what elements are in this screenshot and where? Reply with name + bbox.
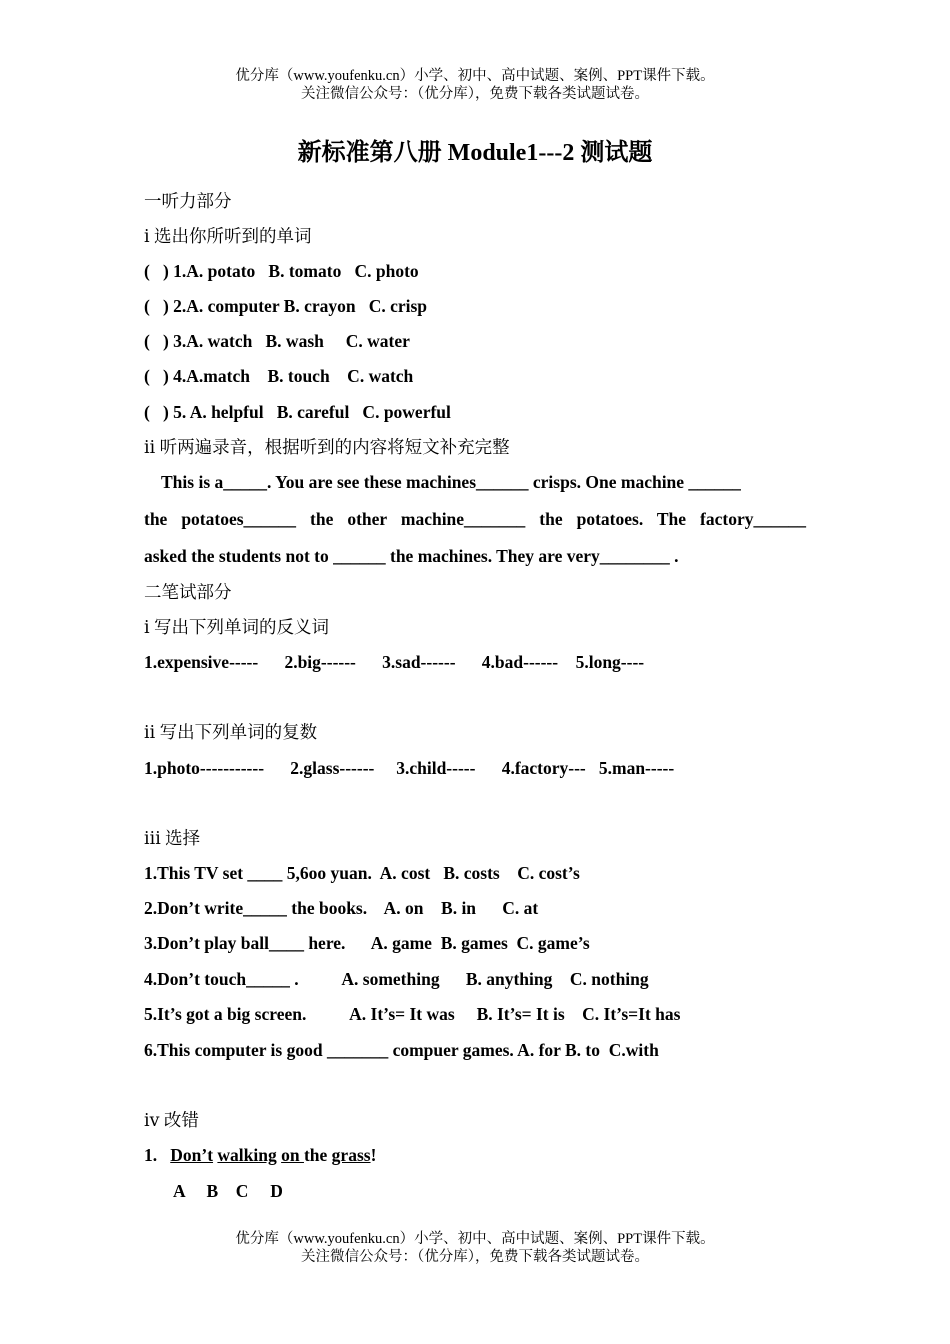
part2-heading: 二笔试部分 xyxy=(144,582,232,602)
footer-line-2: 关注微信公众号：（优分库），免费下载各类试题试卷。 xyxy=(301,1249,649,1265)
page-footer xyxy=(0,1230,950,1266)
listening-item: ( ) 4.A.match B. touch C. watch xyxy=(144,366,414,386)
choice-item: 3.Don’t play ball____ here. A. game B. games C. game’s xyxy=(144,933,590,953)
option-a-word: Don’t xyxy=(170,1145,214,1165)
listening-item: ( ) 2.A. computer B. crayon C. crisp xyxy=(144,296,428,316)
part1-heading: 一听力部分 xyxy=(144,191,232,211)
part2-sec4-heading: ⅳ 改错 xyxy=(144,1110,199,1130)
part1-sec1-heading: ⅰ 选出你所听到的单词 xyxy=(144,226,312,246)
option-letters: A B C D xyxy=(173,1181,283,1201)
page-title: 新标准第八册 Module1---2 测试题 xyxy=(297,140,653,166)
choice-item: 6.This computer is good _______ compuer games. A. for B. to C.with xyxy=(144,1040,659,1060)
passage-line: This is a_____. You are see these machines______ crisps. One machine ______ xyxy=(161,472,741,492)
sentence-end: ! xyxy=(370,1145,377,1165)
choice-item: 1.This TV set ____ 5,6oo yuan. A. cost B. costs C. cost’s xyxy=(144,863,580,883)
option-c-word: on xyxy=(281,1145,304,1165)
part2-sec1-heading: ⅰ 写出下列单词的反义词 xyxy=(144,617,329,637)
choice-item: 2.Don’t write_____ the books. A. on B. in C. at xyxy=(144,898,539,918)
option-b-word: walking xyxy=(217,1145,277,1165)
listening-item: ( ) 5. A. helpful B. careful C. powerful xyxy=(144,402,451,422)
choice-item: 4.Don’t touch_____ . A. something B. anything C. nothing xyxy=(144,969,649,989)
plain-word: the xyxy=(303,1145,332,1165)
passage-line: the potatoes______ the other machine_______ the potatoes. The factory______ xyxy=(144,509,806,529)
header-line-1: 优分库（www.youfenku.cn）小学、初中、高中试题、案例、PPT课件下载。 xyxy=(235,68,715,84)
question-number: 1. xyxy=(144,1145,158,1165)
part2-sec2-heading: ⅱ 写出下列单词的复数 xyxy=(144,722,318,742)
listening-item: ( ) 3.A. watch B. wash C. water xyxy=(144,331,410,351)
passage-line: asked the students not to ______ the machines. They are very________ . xyxy=(144,546,679,566)
correction-item xyxy=(144,1144,376,1166)
option-d-word: grass xyxy=(331,1145,371,1165)
listening-item: ( ) 1.A. potato B. tomato C. photo xyxy=(144,261,419,281)
part1-sec2-heading: ⅱ 听两遍录音，根据听到的内容将短文补充完整 xyxy=(144,437,510,457)
header-line-2: 关注微信公众号：（优分库），免费下载各类试题试卷。 xyxy=(301,86,649,102)
footer-line-1: 优分库（www.youfenku.cn）小学、初中、高中试题、案例、PPT课件下载。 xyxy=(235,1231,715,1247)
plural-line: 1.photo----------- 2.glass------ 3.child----- 4.factory--- 5.man----- xyxy=(144,758,675,778)
page-header xyxy=(0,67,950,103)
antonym-line: 1.expensive----- 2.big------ 3.sad------ 4.bad------ 5.long---- xyxy=(144,652,645,672)
part2-sec3-heading: ⅲ 选择 xyxy=(144,828,201,848)
choice-item: 5.It’s got a big screen. A. It’s= It was B. It’s= It is C. It’s=It has xyxy=(144,1004,681,1024)
